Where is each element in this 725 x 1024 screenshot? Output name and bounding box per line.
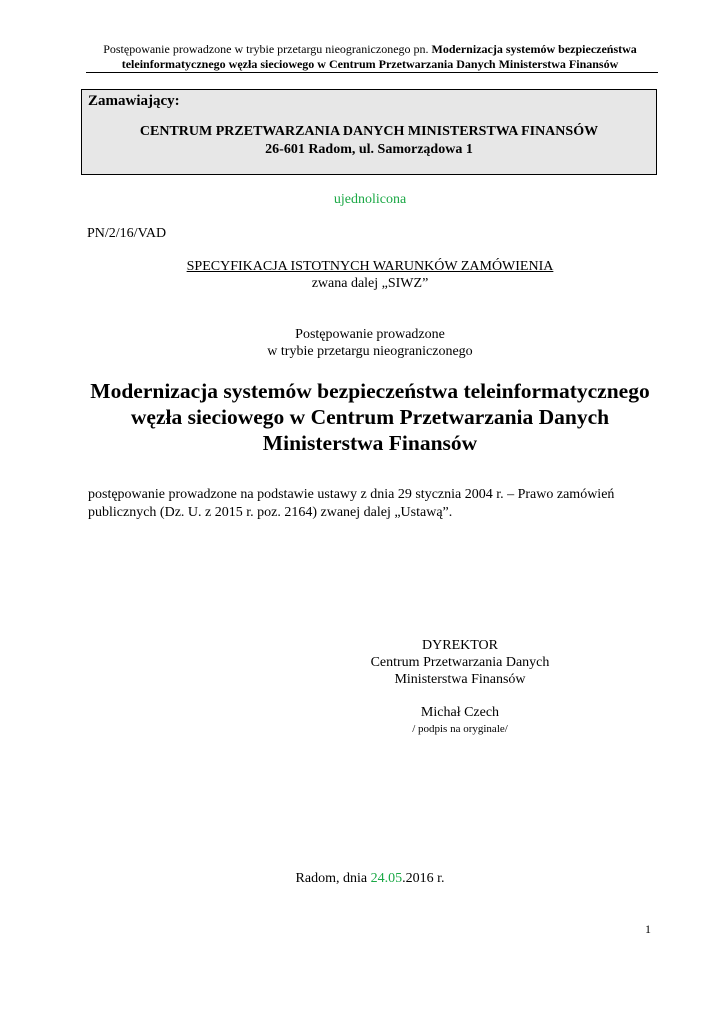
document-date bbox=[0, 871, 725, 887]
header-prefix: Postępowanie prowadzone w trybie przetargu nieograniczonego pn. bbox=[103, 42, 432, 56]
page-number: 1 bbox=[645, 922, 651, 936]
procedure-description bbox=[0, 326, 725, 360]
procedure-line-2: w trybie przetargu nieograniczonego bbox=[267, 344, 473, 359]
legal-basis: postępowanie prowadzone na podstawie ustawy z dnia 29 stycznia 2004 r. – Prawo zamówień publicznych (Dz. U. z 2015 r. poz. 2164) zwanej dalej „Ustawą”. bbox=[88, 487, 615, 520]
procedure-line-1: Postępowanie prowadzone bbox=[295, 327, 445, 342]
contracting-authority-address: 26-601 Radom, ul. Samorządowa 1 bbox=[265, 142, 473, 157]
spec-heading bbox=[0, 258, 725, 292]
contracting-authority-name: CENTRUM PRZETWARZANIA DANYCH MINISTERSTWA FINANSÓW bbox=[139, 124, 599, 139]
contracting-authority-box bbox=[81, 89, 657, 175]
spec-title: SPECYFIKACJA ISTOTNYCH WARUNKÓW ZAMÓWIENIA bbox=[186, 259, 554, 274]
date-day-month: 24.05 bbox=[370, 871, 403, 886]
header-divider bbox=[86, 72, 658, 73]
header-title: Modernizacja systemów bezpieczeństwa teleinformatycznego węzła sieciowego w Centrum Przetwarzania Danych Ministerstwa Finansów bbox=[121, 42, 637, 71]
document-status: ujednolicona bbox=[333, 192, 407, 207]
signature-name: Michał Czech bbox=[420, 705, 500, 720]
signature-note: / podpis na oryginale/ bbox=[412, 723, 508, 735]
date-prefix: Radom, dnia bbox=[295, 871, 371, 886]
page-header bbox=[60, 42, 680, 72]
date-suffix: .2016 r. bbox=[402, 871, 445, 886]
contracting-authority-details bbox=[82, 123, 656, 159]
signature-org-line-1: Centrum Przetwarzania Danych bbox=[370, 655, 550, 670]
reference-number: PN/2/16/VAD bbox=[87, 226, 167, 241]
signature-org-line-2: Ministerstwa Finansów bbox=[394, 672, 526, 687]
signature-block bbox=[370, 637, 550, 738]
signature-role: DYREKTOR bbox=[422, 638, 498, 653]
spec-alias: zwana dalej „SIWZ” bbox=[311, 276, 429, 291]
main-title: Modernizacja systemów bezpieczeństwa teleinformatycznego węzła sieciowego w Centrum Przetwarzania Danych Ministerstwa Finansów bbox=[90, 379, 650, 455]
contracting-authority-label: Zamawiający: bbox=[88, 93, 180, 109]
